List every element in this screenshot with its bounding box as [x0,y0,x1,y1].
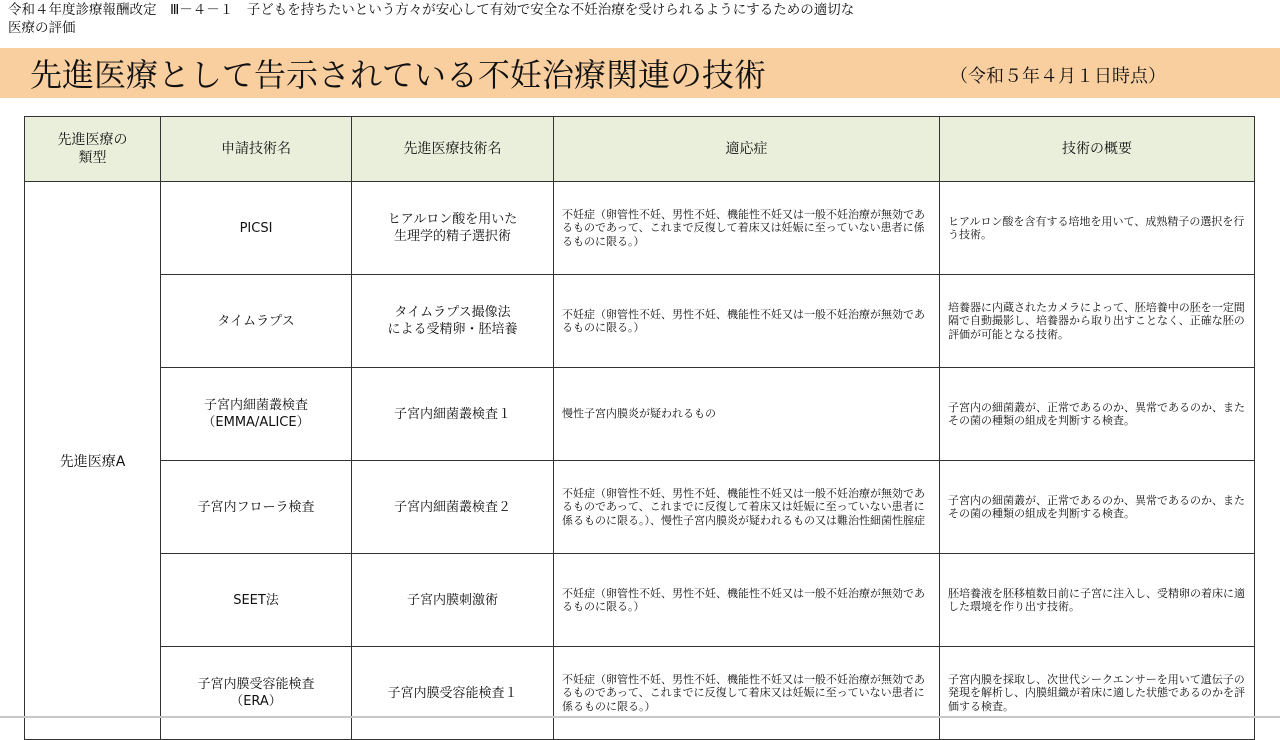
type-cell: 先進医療A [25,182,161,740]
overview-cell: 子宮内の細菌叢が、正常であるのか、異常であるのか、またその菌の種類の組成を判断する検査。 [940,368,1255,461]
header-technique-name: 先進医療技術名 [352,117,554,182]
application-name-cell: 子宮内フローラ検査 [161,461,352,554]
table-row [25,182,1255,275]
technique-name-cell: 子宮内膜刺激術 [352,554,554,647]
header-indication: 適応症 [554,117,940,182]
application-name-cell: 子宮内細菌叢検査 （EMMA/ALICE） [161,368,352,461]
application-name-cell: PICSI [161,182,352,275]
header-type: 先進医療の 類型 [25,117,161,182]
revision-caption: 令和４年度診療報酬改定 Ⅲ－４－１ 子どもを持ちたいという方々が安心して有効で安全な不妊治療を受けられるようにするための適切な 医療の評価 [8,2,855,36]
overview-cell: 胚培養液を胚移植数日前に子宮に注入し、受精卵の着床に適した環境を作り出す技術。 [940,554,1255,647]
indication-cell: 不妊症（卵管性不妊、男性不妊、機能性不妊又は一般不妊治療が無効であるものであって、これまで反復して着床又は妊娠に至っていない患者に係るものに限る。） [554,182,940,275]
advanced-medical-tech-table [24,116,1255,740]
indication-cell: 不妊症（卵管性不妊、男性不妊、機能性不妊又は一般不妊治療が無効であるものに限る。） [554,554,940,647]
header-overview: 技術の概要 [940,117,1255,182]
table-row [25,461,1255,554]
table-row [25,275,1255,368]
indication-cell: 不妊症（卵管性不妊、男性不妊、機能性不妊又は一般不妊治療が無効であるものであって、これまでに反復して着床又は妊娠に至っていない患者に係るものに限る。）、慢性子宮内膜炎が疑われるもの又は難治性細菌性腟症 [554,461,940,554]
application-name-cell: SEET法 [161,554,352,647]
bottom-divider [0,716,1280,718]
technique-name-cell: 子宮内細菌叢検査２ [352,461,554,554]
header-application-name: 申請技術名 [161,117,352,182]
application-name-cell: タイムラプス [161,275,352,368]
overview-cell: 培養器に内蔵されたカメラによって、胚培養中の胚を一定間隔で自動撮影し、培養器から取り出すことなく、正確な胚の評価が可能となる技術。 [940,275,1255,368]
page-subtitle-date: （令和５年４月１日時点） [950,66,1166,87]
technique-name-cell: タイムラプス撮像法 による受精卵・胚培養 [352,275,554,368]
table-row [25,647,1255,740]
technique-name-cell: 子宮内細菌叢検査１ [352,368,554,461]
technique-name-cell: 子宮内膜受容能検査１ [352,647,554,740]
overview-cell: 子宮内の細菌叢が、正常であるのか、異常であるのか、またその菌の種類の組成を判断する検査。 [940,461,1255,554]
overview-cell: 子宮内膜を採取し、次世代シークエンサーを用いて遺伝子の発現を解析し、内膜組織が着床に適した状態であるのかを評価する検査。 [940,647,1255,740]
technique-name-cell: ヒアルロン酸を用いた 生理学的精子選択術 [352,182,554,275]
table-row [25,368,1255,461]
page-title: 先進医療として告示されている不妊治療関連の技術 [30,56,767,94]
table-row [25,554,1255,647]
table-header-row [25,117,1255,182]
application-name-cell: 子宮内膜受容能検査 （ERA） [161,647,352,740]
indication-cell: 慢性子宮内膜炎が疑われるもの [554,368,940,461]
indication-cell: 不妊症（卵管性不妊、男性不妊、機能性不妊又は一般不妊治療が無効であるものに限る。） [554,275,940,368]
indication-cell: 不妊症（卵管性不妊、男性不妊、機能性不妊又は一般不妊治療が無効であるものであって、これまでに反復して着床又は妊娠に至っていない患者に係るものに限る。） [554,647,940,740]
overview-cell: ヒアルロン酸を含有する培地を用いて、成熟精子の選択を行う技術。 [940,182,1255,275]
